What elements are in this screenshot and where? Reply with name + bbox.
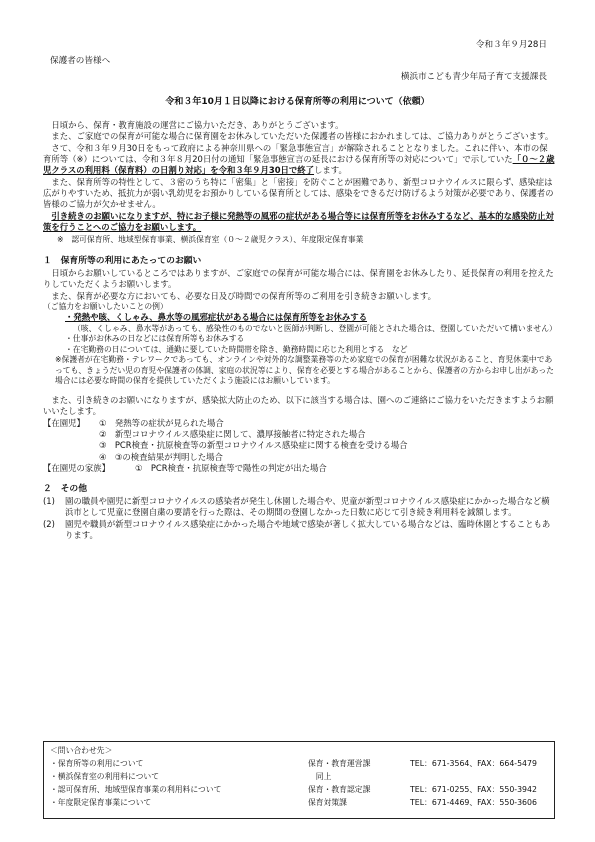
intro-paragraph-1: 日頃から、保育・教育施設の運営にご協力いただき、ありがとうございます。 — [51, 120, 344, 130]
intro-p3-tail: します。 — [314, 165, 347, 176]
example-item-1-note: （咳、くしゃみ、鼻水等があっても、感染性のものでないと医師が判断し、登園が可能とされた場合は、登園していただいて構いません） — [73, 323, 557, 333]
family-label: 【在園児の家族】 — [43, 462, 110, 473]
section-1-heading: １ 保育所等の利用にあたってのお願い — [43, 255, 202, 266]
family-group — [43, 463, 555, 474]
section-2-item-1 — [43, 496, 555, 519]
children-item-4: ④ ③の検査結果が判明した場合 — [99, 451, 223, 462]
intro-p3-text: さて、令和３年９月30日をもって政府による神奈川県への「緊急事態宣言」が解除されることとなりました。これに伴い、本市の保育所等（※）については、令和３年８月20日付の通知「緊急事態宣言の延長における保育所等の対応について」で示していた — [43, 142, 548, 165]
example-label: （ご協力をお願いしたいことの例） — [43, 301, 168, 311]
children-item-3: ③ PCR検査・抗原検査等の新型コロナウイルス感染症に関する検査を受ける場合 — [99, 440, 408, 451]
section-2-item-2-text: 園児や職員が新型コロナウイルス感染症にかかった場合や地域で感染が著しく拡大している場合などは、臨時休園とすることもあります。 — [65, 518, 551, 541]
section-1-paragraph-2: また、保育が必要な方においても、必要な日及び時間での保育所等のご利用を引き続きお願いします。 — [51, 290, 436, 301]
section-2-heading: ２ その他 — [43, 484, 87, 495]
contact-dept: 保育・教育運営課 — [308, 759, 371, 768]
children-item-1: ① 発熱等の症状が見られた場合 — [99, 417, 224, 428]
contact-tel: TEL：671-0255、FAX：550-3942 — [410, 785, 537, 794]
contact-box — [43, 741, 555, 819]
intro-note: ※ 認可保育所、地域型保育事業、横浜保育室（０～２歳児クラス）、年度限定保育事業 — [57, 235, 364, 245]
contact-row-4 — [50, 796, 548, 809]
contact-topic: ・保育所等の利用について — [50, 759, 144, 768]
example-item-3: ・在宅勤務の日については、通勤に要していた時間帯を除き、勤務時間に応じた利用とする など — [65, 344, 408, 354]
example-item-1: ・発熱や咳、くしゃみ、鼻水等の風邪症状がある場合には保育所等をお休みする — [65, 312, 368, 323]
family-item: ① PCR検査・抗原検査等で陽性の判定が出た場合 — [135, 462, 327, 473]
document-body — [43, 120, 555, 541]
contact-row-3 — [50, 783, 548, 796]
contact-topic: ・年度限定保育事業について — [50, 798, 152, 807]
intro-paragraph-2: また、ご家庭での保育が可能な場合に保育園をお休みしていただいた保護者の皆様におかれましては、ご協力ありがとうございます。 — [51, 131, 554, 142]
children-group — [43, 418, 555, 463]
section-1-paragraph-3: また、引き続きのお願いになりますが、感染拡大防止のため、以下に該当する場合は、園へのご連絡にご協力をいただきますようお願いいたします。 — [43, 394, 554, 417]
section-1-paragraph-1: 日頃からお願いしているところではありますが、ご家庭での保育が可能な場合には、保育園をお休みしたり、延長保育の利用を控えたりしていただくようお願いします。 — [43, 267, 554, 290]
contact-tel: TEL：671-3564、FAX：664-5479 — [410, 759, 537, 768]
children-items — [99, 418, 407, 463]
contact-label: ＜問い合わせ先＞ — [50, 746, 113, 755]
contact-dept: 同上 — [308, 772, 332, 781]
section-2-item-2 — [43, 519, 555, 542]
section-2-item-1-text: 園の職員や園児に新型コロナウイルスの感染者が発生し休園した場合や、児童が新型コロナウイルス感染症にかかった場合など横浜市として児童に登園自粛の要請を行った際は、その期間の登園しなかった日数に応じて引き続き利用料を減額します。 — [65, 496, 550, 518]
contact-dept: 保育対策課 — [308, 798, 347, 807]
contact-topic: ・横浜保育室の利用料について — [50, 772, 159, 781]
section-1-remark: ※保護者が在宅勤務・テレワークであっても、オンラインや対外的な調整業務等のため家庭での保育が困難な状況があること、育児休業中であっても、きょうだい児の育児や保護者の体調、家庭の状況等により、保育を必要とする場合があることから、保護者の方からお申し出があった場合には必要な時間の保育を提供していただくよう施設にはお願いしています。 — [55, 355, 554, 386]
contact-dept: 保育・教育認定課 — [308, 785, 371, 794]
contact-topic: ・認可保育所、地域型保育事業の利用料について — [50, 785, 222, 794]
contact-tel — [410, 770, 548, 783]
section-2-item-2-num: (2) — [43, 518, 55, 529]
children-item-2: ② 新型コロナウイルス感染症に関して、濃厚接触者に特定された場合 — [99, 428, 366, 439]
contact-tel: TEL：671-4469、FAX：550-3606 — [410, 798, 537, 807]
document-title: 令和３年10月１日以降における保育所等の利用について（依頼） — [165, 97, 430, 107]
example-list — [65, 312, 555, 355]
issue-date: 令和３年９月28日 — [475, 40, 547, 50]
example-item-2: ・仕事がお休みの日などには保育所等もお休みする — [65, 334, 245, 344]
intro-paragraph-4: また、保育所等の特性として、３密のうち特に「密集」と「密接」を防ぐことが困難であり、新型コロナウイルスに限らず、感染症は広がりやすいため、抵抗力が弱い乳幼児をお預かりしている保育所としては、感染をできるだけ防げるよう対策が必要であり、保護者の皆様のご協力が欠かせません。 — [43, 176, 554, 210]
intro-p3-emphasis: 「０～２歳児クラスの利用料（保育料）の日割り対応」を令和３年９月30日で終了 — [43, 154, 555, 176]
section-2-item-1-num: (1) — [43, 496, 55, 507]
intro-paragraph-3 — [43, 143, 555, 177]
intro-paragraph-5: 引き続きのお願いになりますが、特にお子様に発熱等の風邪の症状がある場合等には保育所等をお休みするなど、基本的な感染防止対策を行うことへのご協力をお願いします。 — [43, 210, 554, 233]
sender: 横浜市こども青少年局子育て支援課長 — [400, 72, 547, 82]
contact-row-1 — [50, 757, 548, 770]
contact-row-2 — [50, 770, 548, 783]
children-label: 【在園児】 — [43, 417, 85, 428]
recipient: 保護者の皆様へ — [50, 56, 111, 66]
